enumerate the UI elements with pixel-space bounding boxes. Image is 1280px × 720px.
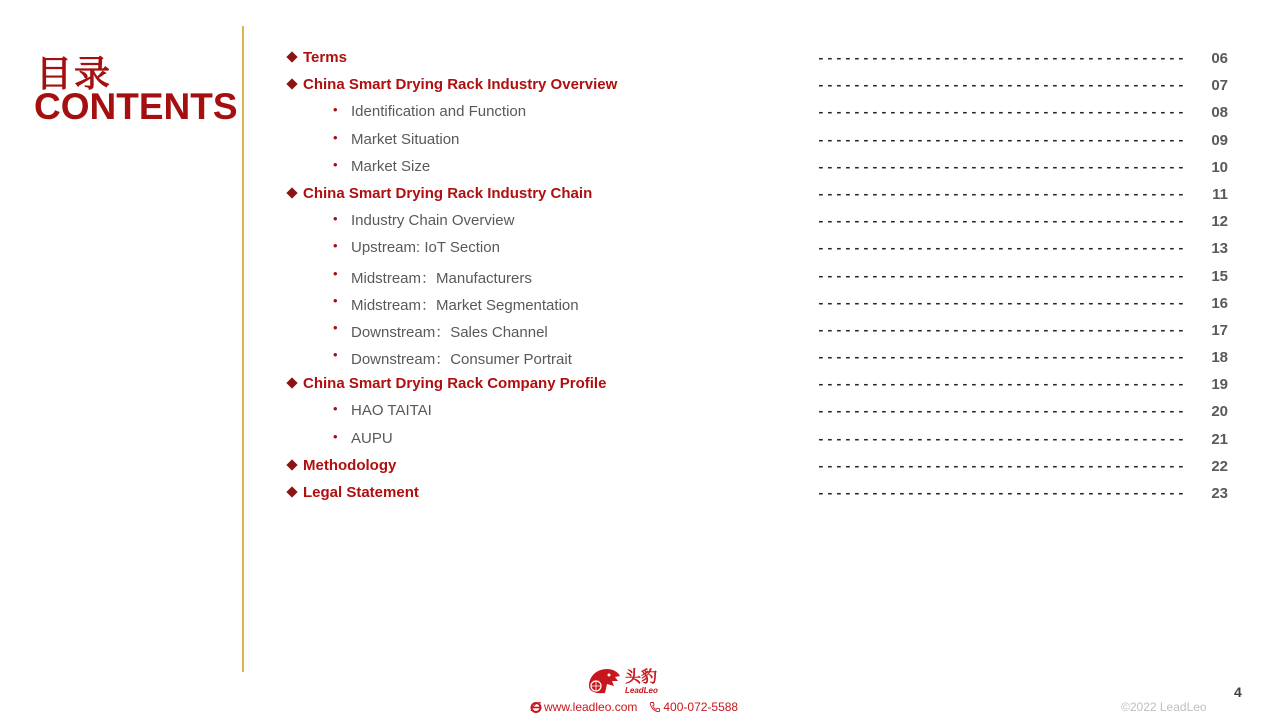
toc-page-number: 13 — [1211, 240, 1228, 258]
toc-subsection-label: HAO TAITAI — [351, 402, 432, 420]
toc-subsection-label: Midstream：Manufacturers — [351, 269, 532, 287]
toc-subsection-label: Downstream：Sales Channel — [351, 323, 548, 341]
toc-section-label: Terms — [303, 49, 347, 66]
toc-subsection-label: Industry Chain Overview — [351, 212, 515, 230]
toc-subsection-label: Downstream：Consumer Portrait — [351, 351, 572, 369]
phone-number: 400-072-5588 — [663, 700, 739, 714]
toc-page-number: 19 — [1211, 376, 1228, 394]
toc-page-number: 07 — [1211, 77, 1228, 95]
dashed-leader: ----------------------------------------- — [817, 295, 1187, 311]
toc-page-number: 10 — [1211, 158, 1228, 176]
toc-subsection-row[interactable] — [0, 235, 1280, 262]
toc-page-number: 09 — [1211, 131, 1228, 149]
dashed-leader: ----------------------------------------- — [817, 458, 1187, 474]
toc-subsection-row[interactable] — [0, 208, 1280, 235]
dashed-leader: ----------------------------------------- — [817, 78, 1187, 94]
dashed-leader: ----------------------------------------- — [817, 322, 1187, 338]
toc-section-row[interactable] — [0, 480, 1280, 507]
table-of-contents — [0, 45, 1280, 507]
dashed-leader: ----------------------------------------- — [817, 486, 1187, 501]
diamond-bullet-icon — [287, 188, 297, 198]
toc-section-row[interactable] — [0, 371, 1280, 398]
toc-page-number: 17 — [1211, 321, 1228, 339]
website-link[interactable]: www.leadleo.com — [544, 700, 638, 714]
dashed-leader: ----------------------------------------- — [817, 186, 1187, 202]
toc-subsection-row[interactable] — [0, 99, 1280, 126]
dot-bullet-icon: • — [333, 292, 338, 308]
toc-page-number: 18 — [1211, 349, 1228, 367]
copyright-text: ©2022 LeadLeo — [1121, 700, 1207, 714]
toc-subsection-label: Midstream：Market Segmentation — [351, 296, 579, 314]
toc-subsection-row[interactable] — [0, 263, 1280, 290]
toc-page-number: 06 — [1211, 50, 1228, 67]
toc-subsection-label: Market Size — [351, 157, 431, 175]
toc-section-label: Legal Statement — [303, 484, 419, 501]
toc-page-number: 16 — [1211, 294, 1228, 312]
toc-subsection-label: Identification and Function — [351, 103, 527, 121]
toc-section-label: China Smart Drying Rack Company Profile — [303, 375, 607, 393]
toc-page-number: 22 — [1211, 457, 1228, 475]
toc-section-label: China Smart Drying Rack Industry Overview — [303, 76, 618, 94]
dot-bullet-icon: • — [333, 102, 338, 118]
dot-bullet-icon: • — [333, 129, 338, 145]
toc-page-number: 08 — [1211, 104, 1228, 122]
dashed-leader: ----------------------------------------- — [817, 268, 1187, 284]
leadleo-logo — [587, 666, 658, 696]
toc-subsection-row[interactable] — [0, 426, 1280, 453]
diamond-bullet-icon — [287, 79, 297, 89]
dashed-leader: ----------------------------------------- — [817, 377, 1187, 393]
leopard-head-icon — [587, 666, 621, 696]
dot-bullet-icon: • — [333, 265, 338, 281]
footer-contact — [530, 700, 738, 714]
toc-page-number: 12 — [1211, 213, 1228, 231]
diamond-bullet-icon — [287, 487, 297, 497]
toc-section-label: Methodology — [303, 456, 397, 474]
toc-page-number: 11 — [1212, 185, 1228, 203]
dashed-leader: ----------------------------------------- — [817, 51, 1187, 66]
browser-e-icon — [530, 701, 542, 713]
toc-subsection-label: AUPU — [351, 429, 393, 447]
title-chinese: 目录 — [36, 54, 113, 95]
dashed-leader: ----------------------------------------- — [817, 241, 1187, 257]
diamond-bullet-icon — [287, 378, 297, 388]
toc-subsection-label: Upstream: IoT Section — [351, 239, 500, 257]
diamond-bullet-icon — [287, 460, 297, 470]
toc-subsection-row[interactable] — [0, 344, 1280, 371]
logo-english-text: LeadLeo — [625, 686, 658, 695]
dot-bullet-icon: • — [333, 319, 338, 335]
toc-section-row[interactable] — [0, 45, 1280, 72]
dot-bullet-icon: • — [333, 401, 338, 417]
dashed-leader: ----------------------------------------- — [817, 404, 1187, 420]
toc-section-label: China Smart Drying Rack Industry Chain — [303, 184, 593, 202]
phone-icon — [649, 701, 661, 713]
toc-subsection-row[interactable] — [0, 317, 1280, 344]
dashed-leader: ----------------------------------------- — [817, 105, 1187, 121]
toc-section-row[interactable] — [0, 72, 1280, 99]
toc-subsection-row[interactable] — [0, 290, 1280, 317]
dot-bullet-icon: • — [333, 238, 338, 254]
toc-subsection-row[interactable] — [0, 398, 1280, 425]
toc-subsection-label: Market Situation — [351, 130, 460, 148]
logo-chinese-text: 头豹 — [625, 667, 658, 686]
dot-bullet-icon: • — [333, 347, 338, 363]
toc-subsection-row[interactable] — [0, 127, 1280, 154]
dashed-leader: ----------------------------------------- — [817, 431, 1187, 447]
toc-page-number: 21 — [1211, 430, 1228, 448]
title-contents: CONTENTS — [34, 86, 238, 127]
toc-page-number: 23 — [1211, 485, 1228, 502]
diamond-bullet-icon — [287, 52, 297, 62]
toc-subsection-row[interactable] — [0, 154, 1280, 181]
dot-bullet-icon: • — [333, 156, 338, 172]
dashed-leader: ----------------------------------------- — [817, 350, 1187, 366]
dot-bullet-icon: • — [333, 211, 338, 227]
toc-page-number: 15 — [1211, 267, 1228, 285]
dot-bullet-icon: • — [333, 428, 338, 444]
dashed-leader: ----------------------------------------- — [817, 159, 1187, 175]
dashed-leader: ----------------------------------------- — [817, 214, 1187, 230]
dashed-leader: ----------------------------------------- — [817, 132, 1187, 148]
toc-section-row[interactable] — [0, 453, 1280, 480]
toc-page-number: 20 — [1211, 403, 1228, 421]
page-number: 4 — [1234, 684, 1242, 700]
toc-section-row[interactable] — [0, 181, 1280, 208]
